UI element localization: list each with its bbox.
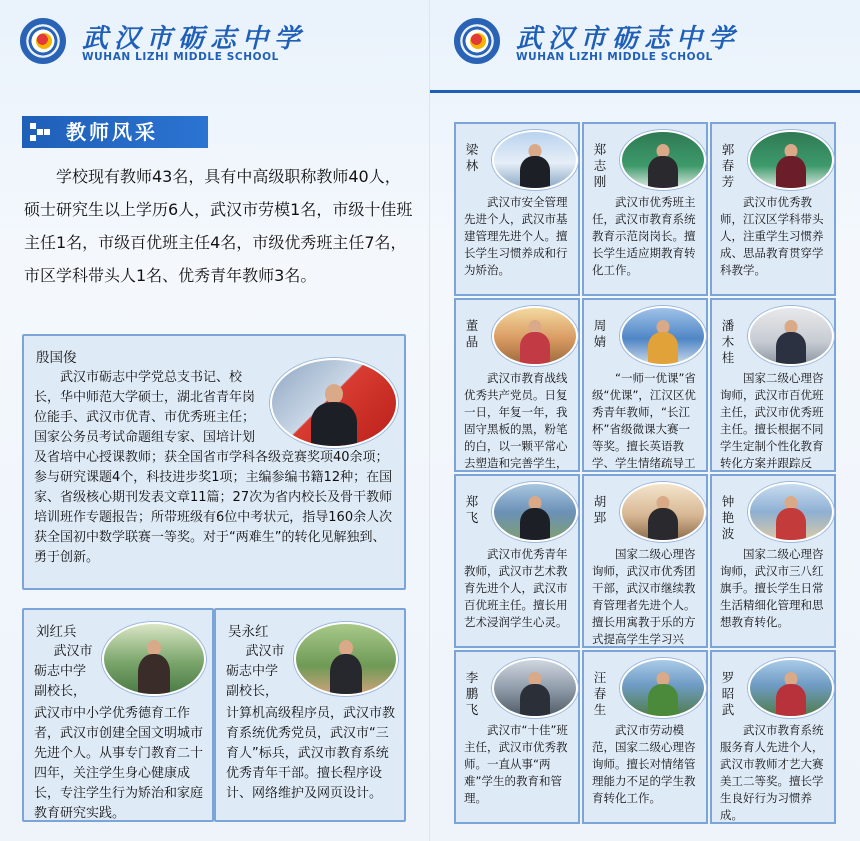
vice-card-1 (22, 608, 214, 822)
teacher-photo (748, 130, 834, 190)
teacher-name: 李鹏飞 (465, 670, 479, 717)
teacher-card (454, 122, 580, 296)
teacher-card (582, 122, 708, 296)
teacher-name: 胡郢 (593, 494, 607, 525)
vice-card-2 (214, 608, 406, 822)
teacher-card (582, 474, 708, 648)
header-rule (430, 90, 860, 93)
teacher-name: 罗昭武 (721, 670, 735, 717)
title-square-icon (30, 123, 50, 141)
teacher-bio: 武汉市劳动模范，国家二级心理咨询师。擅长对情绪管理能力不足的学生教育转化工作。 (592, 723, 696, 805)
vice-bio-2: 计算机高级程序员，武汉市教育系统优秀党员，武汉市“三育人”标兵，武汉市教育系统优秀青年干部。擅长程序设计、网络维护及网页设计。 (226, 706, 396, 801)
vice-name-2: 吴永红 (228, 624, 269, 640)
school-name-cn: 武汉市砺志中学 (82, 24, 307, 54)
section-title-text: 教师风采 (66, 120, 158, 144)
vice-name-1: 刘红兵 (36, 624, 77, 640)
teacher-card (454, 474, 580, 648)
teacher-card (582, 650, 708, 824)
teacher-name: 董晶 (465, 318, 479, 349)
teacher-photo (492, 658, 578, 718)
intro-paragraph: 学校现有教师43名，具有中高级职称教师40人，硕士研究生以上学历6人，武汉市劳模1名，市级十佳班主任1名，市级百优班主任4名，市级优秀班主任7名，市区学科带头人1名、优秀青年教师3名。 (24, 167, 413, 285)
teacher-card (710, 474, 836, 648)
teacher-photo (492, 130, 578, 190)
teacher-bio: 武汉市安全管理先进个人，武汉市基建管理先进个人。擅长学生习惯养成和行为矫治。 (464, 195, 568, 277)
teacher-card (710, 122, 836, 296)
teacher-bio: 国家二级心理咨询师，武汉市百优班主任，武汉市优秀班主任。擅长根据不同学生定制个性化教育转化方案并跟踪反 (720, 371, 824, 470)
teacher-name: 汪春生 (593, 670, 607, 717)
teacher-photo (620, 658, 706, 718)
principal-card (22, 334, 406, 590)
teacher-card (454, 650, 580, 824)
teacher-bio: 武汉市优秀班主任，武汉市教育系统教育示范岗岗长。擅长学生适应期教育转化工作。 (592, 195, 696, 277)
section-title (22, 116, 208, 148)
teacher-name: 周婧 (593, 318, 607, 349)
principal-name: 殷国俊 (36, 350, 77, 366)
school-name-en-right: WUHAN LIZHI MIDDLE SCHOOL (516, 51, 713, 63)
principal-bio-text: 武汉市砺志中学党总支书记、校长，华中师范大学硕士，湖北省青年岗位能手、武汉市优青、市优秀班主任；国家公务员考试命题组专家、国培计划及省培中心授课教师；获全国省市学科各级竞赛奖项40余项；参与研究课题4个，科技进步奖1项；主编参编书籍12种；在国家、省级核心期刊发表文章11篇；27次为省内校长及骨干教师培训班作专题报告；所带班级有6位中考状元，指导160余人次获全国初中数学联赛一等奖。对于“两难生”的转化见解独到、勇于创新。 (34, 370, 393, 565)
vice-bio-short-2: 武汉市砺志中学副校长， (226, 644, 285, 699)
right-page (430, 0, 860, 841)
teacher-photo (620, 130, 706, 190)
teacher-name: 郑志刚 (593, 142, 607, 189)
teacher-photo (620, 306, 706, 366)
school-logo-icon (20, 18, 66, 64)
vice-photo-2 (294, 622, 398, 696)
teacher-photo (748, 482, 834, 542)
teacher-name: 郭春芳 (721, 142, 735, 189)
teacher-name: 梁林 (465, 142, 479, 173)
school-name-cn-right: 武汉市砺志中学 (516, 24, 741, 54)
teacher-bio: 国家二级心理咨询师，武汉市三八红旗手。擅长学生日常生活精细化管理和思想教育转化。 (720, 547, 824, 629)
teacher-bio: 武汉市教育系统服务育人先进个人，武汉市教师才艺大赛美工二等奖。擅长学生良好行为习惯养成。 (720, 723, 824, 822)
teacher-card (454, 298, 580, 472)
teacher-photo (492, 306, 578, 366)
vice-bio-short-1: 武汉市砺志中学副校长， (34, 644, 93, 699)
teacher-photo (492, 482, 578, 542)
teacher-bio: “一师一优课”省级“优课”，江汉区优秀青年教师，“长江杯”省级微课大赛一等奖。擅长英语教学、学生情绪疏导工 (592, 371, 696, 470)
teacher-name: 郑飞 (465, 494, 479, 525)
teacher-photo (748, 306, 834, 366)
teacher-bio: 国家二级心理咨询师，武汉市优秀团干部，武汉市继续教育管理者先进个人。擅长用寓教于乐的方式提高学生学习兴 (592, 547, 696, 646)
school-logo-icon-right (454, 18, 500, 64)
teacher-name: 潘木桂 (721, 318, 735, 365)
teacher-card (582, 298, 708, 472)
teacher-card (710, 650, 836, 824)
principal-bio (34, 368, 398, 568)
teacher-photo (620, 482, 706, 542)
vice-bio-1: 武汉市中小学优秀德育工作者，武汉市创建全国文明城市先进个人。从事专门教育二十四年，关注学生身心健康成长，专注学生行为矫治和家庭教育研究实践。 (34, 706, 204, 821)
teacher-photo (748, 658, 834, 718)
teacher-bio: 武汉市优秀教师，江汉区学科带头人，注重学生习惯养成、思品教育贯穿学科教学。 (720, 195, 824, 277)
teacher-name: 钟艳波 (721, 494, 735, 541)
school-name-en: WUHAN LIZHI MIDDLE SCHOOL (82, 51, 279, 63)
teacher-bio: 武汉市优秀青年教师，武汉市艺术教育先进个人，武汉市百优班主任。擅长用艺术浸润学生心灵。 (464, 547, 568, 629)
vice-photo-1 (102, 622, 206, 696)
teacher-bio: 武汉市“十佳”班主任，武汉市优秀教师。一直从事“两难”学生的教育和管理。 (464, 723, 568, 805)
teacher-bio: 武汉市教育战线优秀共产党员。日复一日，年复一年，我固守黑板的黑，粉笔的白，以一颗平常心去塑造和完善学生， (464, 371, 568, 470)
teacher-card (710, 298, 836, 472)
